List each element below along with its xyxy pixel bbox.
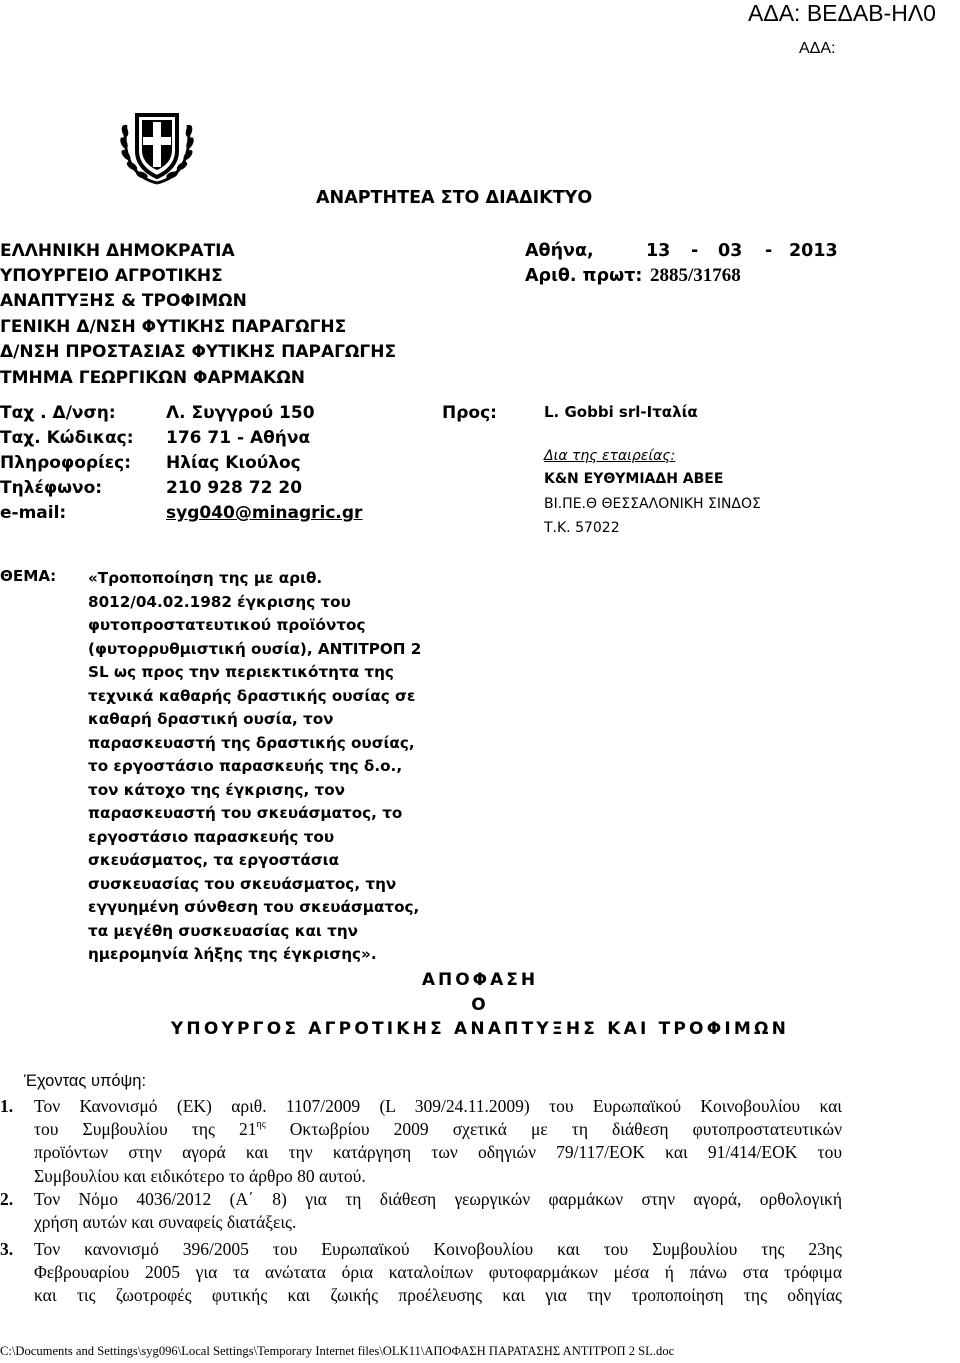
item-line: Τον Νόμο 4036/2012 (Α΄ 8) για τη διάθεση γεωργικών φαρμάκων στην αγορά, ορθολογική bbox=[34, 1189, 842, 1209]
date-separator: - bbox=[765, 241, 773, 261]
item-line: χρήση αυτών και συναφείς διατάξεις. bbox=[34, 1212, 297, 1233]
date-place: Αθήνα, bbox=[525, 241, 594, 261]
issuer-line: ΥΠΟΥΡΓΕΙΟ ΑΓΡΟΤΙΚΗΣ bbox=[0, 266, 223, 286]
contact-value: Ηλίας Κιούλος bbox=[166, 453, 301, 473]
contact-label: Ταχ . Δ/νση: bbox=[0, 403, 116, 423]
date-year: 2013 bbox=[789, 241, 838, 261]
date-month: 03 bbox=[718, 241, 743, 261]
item-line: Φεβρουαρίου 2005 για τα ανώτατα όρια καταλοίπων φυτοφαρμάκων μέσα ή πάνω στα τρόφιμα bbox=[34, 1262, 842, 1283]
item-number: 3. bbox=[0, 1239, 14, 1259]
ada-label: ΑΔΑ: bbox=[799, 40, 836, 57]
to-label: Προς: bbox=[442, 403, 497, 423]
ada-code: ΑΔΑ: ΒΕΔΑΒ-ΗΛ0 bbox=[748, 0, 936, 26]
issuer-line: ΑΝΑΠΤΥΞΗΣ & ΤΡΟΦΙΜΩΝ bbox=[0, 291, 247, 311]
via-label: Δια της εταιρείας: bbox=[544, 448, 676, 464]
posting-notice: ΑΝΑΡΤΗΤΕΑ ΣΤΟ ΔΙΑΔΙΚΤΥΟ bbox=[316, 188, 593, 208]
item-line: Τον κανονισμό 396/2005 του Ευρωπαϊκού Κοινοβουλίου και του Συμβουλίου της 23ης bbox=[34, 1239, 842, 1259]
issuer-line: Δ/ΝΣΗ ΠΡΟΣΤΑΣΙΑΣ ΦΥΤΙΚΗΣ ΠΑΡΑΓΩΓΗΣ bbox=[0, 342, 397, 362]
email-link[interactable]: syg040@minagric.gr bbox=[166, 503, 363, 523]
issuer-line: ΕΛΛΗΝΙΚΗ ΔΗΜΟΚΡΑΤΙΑ bbox=[0, 241, 235, 261]
contact-value: Λ. Συγγρού 150 bbox=[166, 403, 315, 423]
contact-label: Πληροφορίες: bbox=[0, 453, 132, 473]
item-line: του Συμβουλίου της $21^{\eta\varsigma}$ Οκτωβρίου 2009 σχετικά με τη διάθεση φυτοπροστατευτικών bbox=[34, 1119, 842, 1140]
date-day: 13 bbox=[646, 241, 671, 261]
item-line: Τον Κανονισμό (ΕΚ) αριθ. 1107/2009 (L 309/24.11.2009) του Ευρωπαϊκού Κοινοβουλίου και bbox=[34, 1096, 842, 1116]
contact-label: e-mail: bbox=[0, 503, 67, 523]
contact-label: Τηλέφωνο: bbox=[0, 478, 103, 498]
item-line: και τις ζωοτροφές φυτικής και ζωικής προέλευσης και για την τροποποίηση της οδηγίας bbox=[34, 1285, 842, 1306]
item-number: 2. bbox=[0, 1189, 14, 1209]
recipient-name: L. Gobbi srl-Ιταλία bbox=[544, 403, 698, 421]
contact-value: 210 928 72 20 bbox=[166, 478, 303, 498]
item-line: Συμβουλίου και ειδικότερο το άρθρο 80 αυτού. bbox=[34, 1165, 366, 1186]
list-item bbox=[0, 1238, 842, 1308]
item-number: 1. bbox=[0, 1096, 14, 1116]
issuer-line: ΓΕΝΙΚΗ Δ/ΝΣΗ ΦΥΤΙΚΗΣ ΠΑΡΑΓΩΓΗΣ bbox=[0, 317, 347, 337]
considering-label: Έχοντας υπόψη: bbox=[24, 1072, 147, 1090]
date-separator: - bbox=[691, 241, 699, 261]
list-item bbox=[0, 1188, 842, 1234]
greek-coat-of-arms-icon bbox=[118, 107, 196, 187]
item-line: προϊόντων στην αγορά και την κατάργηση των οδηγιών 79/117/ΕΟΚ και 91/414/ΕΟΚ του bbox=[34, 1142, 842, 1163]
contact-label: Ταχ. Κώδικας: bbox=[0, 428, 134, 448]
subject-text: «Τροποποίηση της με αριθ. 8012/04.02.1982 έγκρισης του φυτοπροστατευτικού προϊόντος (φυτορρυθμιστική ουσία), ΑΝΤΙΤΡΟΠ 2 SL ως προς την περιεκτικότητα της τεχνικά καθαρής δραστικής ουσίας σε καθαρή δραστική ουσία, τον παρασκευαστή της δραστικής ουσίας, το εργοστάσιο παρασκευής της δ.ο., τον κάτοχο της έγκρισης, τον παρασκευαστή του σκευάσματος, το εργοστάσιο παρασκευής του σκευάσματος, τα εργοστάσια συσκευασίας του σκευάσματος, την εγγυημένη σύνθεση του σκευάσματος, τα μεγέθη συσκευασίας και την ημερομηνία λήξης της έγκρισης». bbox=[88, 569, 422, 963]
recipient-address: ΒΙ.ΠΕ.Θ ΘΕΣΣΑΛΟΝΙΚΗ ΣΙΝΔΟΣ bbox=[544, 496, 761, 512]
contact-value: 176 71 - Αθήνα bbox=[166, 428, 311, 448]
footer-file-path: C:\Documents and Settings\syg096\Local Settings\Temporary Internet files\OLK11\ΑΠΟΦΑΣΗ ΠΑΡΑΤΑΣΗΣ ΑΝΤΙΤΡΟΠ 2 SL.doc bbox=[0, 1344, 675, 1358]
decision-article: Ο bbox=[471, 995, 489, 1015]
protocol-number: 2885/31768 bbox=[650, 265, 741, 286]
subject-label: ΘΕΜΑ: bbox=[0, 567, 57, 585]
recipient-company: Κ&Ν ΕΥΘΥΜΙΑΔΗ ΑΒΕΕ bbox=[544, 471, 724, 487]
recipient-postal-code: Τ.Κ. 57022 bbox=[544, 520, 620, 536]
protocol-label: Αριθ. πρωτ: bbox=[525, 266, 643, 286]
issuer-line: ΤΜΗΜΑ ΓΕΩΡΓΙΚΩΝ ΦΑΡΜΑΚΩΝ bbox=[0, 368, 306, 388]
decision-authority: ΥΠΟΥΡΓΟΣ ΑΓΡΟΤΙΚΗΣ ΑΝΑΠΤΥΞΗΣ ΚΑΙ ΤΡΟΦΙΜΩΝ bbox=[170, 1019, 790, 1039]
list-item bbox=[0, 1095, 842, 1188]
decision-title: ΑΠΟΦΑΣΗ bbox=[421, 970, 539, 990]
